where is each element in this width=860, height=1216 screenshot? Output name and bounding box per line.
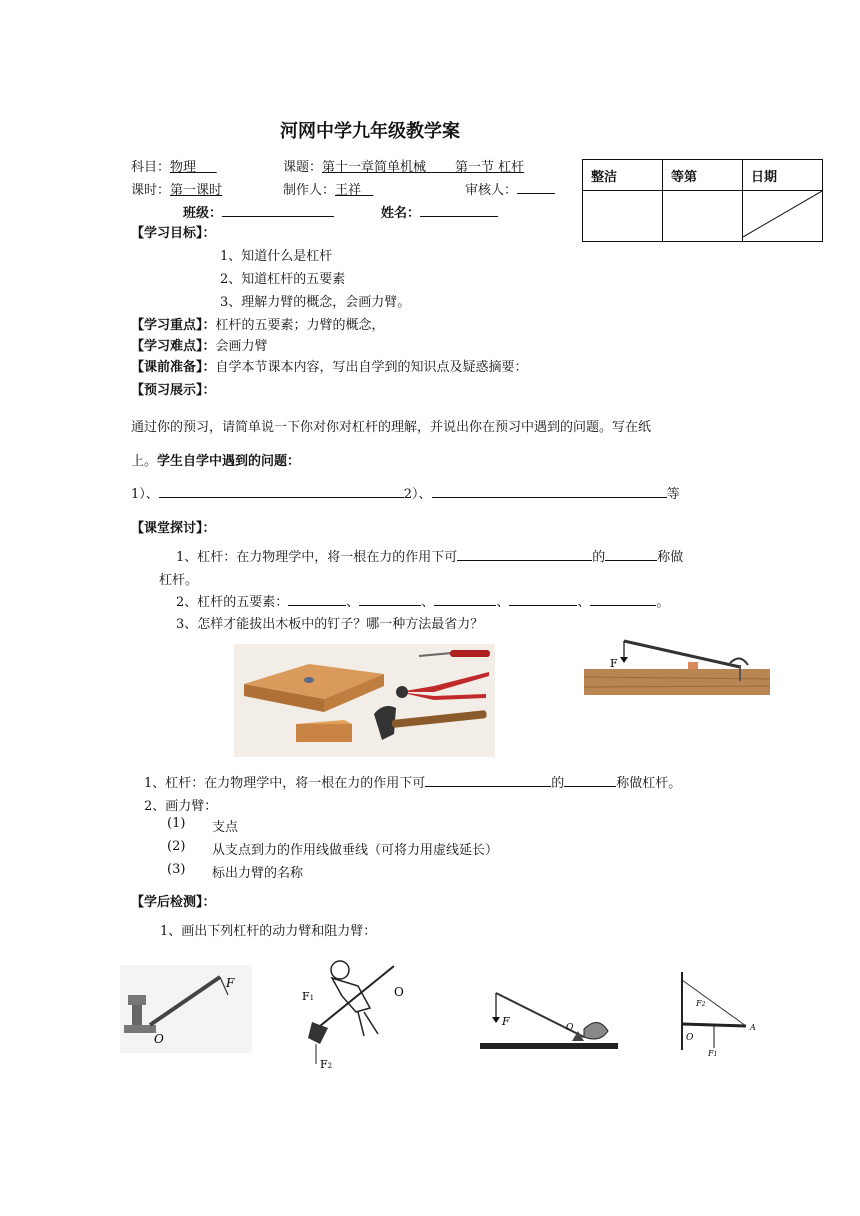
step-text: 从支点到力的作用线做垂线（可将力用虚线延长） [212, 843, 499, 858]
period-row [131, 179, 222, 198]
goal-item: 2、知道杠杆的五要素 [220, 272, 346, 287]
summary-item1 [144, 772, 681, 791]
key-points-heading: 【学习重点】： [131, 318, 216, 333]
page-title: 河网中学九年级教学案 [280, 121, 460, 142]
goal-item: 1、知道什么是杠杆 [220, 249, 333, 264]
step-number: (2) [167, 839, 186, 854]
element-blank[interactable] [288, 593, 346, 606]
element-blank[interactable] [434, 593, 496, 606]
discussion-item3: 3、怎样才能拔出木板中的钉子？哪一种方法最省力？ [176, 617, 484, 632]
subject-label: 科目： [131, 160, 171, 175]
name-label: 姓名： [381, 206, 421, 221]
grade-header-grade: 等第 [663, 160, 743, 191]
discussion-item1-de: 的 [592, 550, 606, 565]
worker-head [331, 961, 349, 979]
cable [682, 980, 746, 1026]
summary-blank-2[interactable] [564, 774, 616, 787]
class-row [183, 202, 334, 221]
fulcrum-block [688, 662, 698, 669]
fulcrum-label: O [154, 1032, 164, 1046]
topic-label: 课题： [283, 160, 323, 175]
period-label: 课时： [131, 183, 171, 198]
preview-questions-row [131, 483, 680, 502]
shovel-figure [298, 956, 408, 1070]
difficulty-row [131, 335, 268, 354]
grade-header-neatness: 整洁 [583, 160, 663, 191]
preview-line1: 通过你的预习，请简单说一下你对你对杠杆的理解，并说出你在预习中遇到的问题。写在纸 [131, 420, 652, 435]
preview-heading: 【预习展示】： [131, 383, 216, 398]
key-points-row [131, 314, 385, 333]
crowbar-figure [120, 965, 252, 1053]
summary-item1-end: 称做杠杆。 [616, 776, 682, 791]
q2-label: 2）、 [403, 487, 432, 502]
discussion-item1 [176, 546, 683, 565]
grade-cell-date[interactable] [743, 191, 823, 242]
grade-table [582, 159, 823, 242]
goals-heading: 【学习目标】： [131, 226, 216, 241]
subject-value: 物理 [170, 160, 197, 175]
grade-cell-grade[interactable] [663, 191, 743, 242]
q1-blank[interactable] [159, 485, 404, 498]
step-number: (3) [167, 862, 186, 877]
horizontal-bar [682, 1024, 746, 1026]
fulcrum-label: O [686, 1033, 694, 1043]
q-end: 等 [666, 487, 680, 502]
step-number: (1) [167, 816, 186, 831]
fulcrum-label: O [566, 1023, 574, 1033]
subject-row [131, 156, 217, 175]
lever-bar [624, 641, 740, 667]
lever-blank-1[interactable] [457, 548, 592, 561]
test-heading: 【学后检测】： [131, 895, 216, 910]
element-blank[interactable] [509, 593, 577, 606]
preparation-row [131, 356, 528, 375]
discussion-item2: 2、杠杆的五要素： 、 、 、 、 。 [176, 595, 670, 610]
preview-line2-prefix: 上。 [131, 454, 158, 469]
class-label: 班级： [183, 206, 223, 221]
discussion-heading: 【课堂探讨】： [131, 521, 216, 536]
author-value: 王祥 [335, 183, 362, 198]
preview-questions-label: 学生自学中遇到的问题： [157, 454, 301, 469]
element-blank[interactable] [590, 593, 656, 606]
topic-row [283, 156, 524, 175]
wood-plank [584, 669, 770, 695]
reviewer-blank[interactable] [517, 181, 555, 194]
name-blank[interactable] [420, 204, 498, 217]
force-label-f2: F2 [696, 999, 706, 1008]
discussion-item1-end: 称做 [657, 550, 684, 565]
force-label-f2: F2 [320, 1058, 333, 1070]
preparation-heading: 【课前准备】： [131, 360, 216, 375]
step-text: 支点 [212, 820, 239, 835]
section-value: 第一节 杠杆 [454, 160, 525, 175]
diagonal-line [743, 191, 822, 237]
tools-illustration [234, 644, 495, 757]
nail-pulling-diagram [580, 637, 772, 699]
point-a-label: A [750, 1023, 756, 1032]
force-label: F [226, 976, 235, 990]
q1-label: 1）、 [131, 487, 159, 502]
author-label: 制作人： [283, 183, 336, 198]
discussion-item1-cont: 杠杆。 [159, 573, 199, 588]
lever-blank-2[interactable] [605, 548, 657, 561]
period-value: 第一课时 [170, 183, 223, 198]
step-text: 标出力臂的名称 [212, 866, 304, 881]
force-label-f1: F1 [302, 990, 315, 1003]
nail-head [304, 677, 314, 683]
force-label: F [610, 657, 618, 670]
author-row [283, 179, 373, 198]
five-elements-label: 2、杠杆的五要素： [176, 595, 289, 610]
stone-lever-figure [480, 985, 618, 1053]
wall-bracket-figure [674, 970, 760, 1058]
class-blank[interactable] [222, 204, 334, 217]
worker-body [332, 978, 370, 1012]
shovel-handle [320, 966, 394, 1026]
preview-line2 [131, 450, 300, 469]
preparation-text: 自学本节课本内容，写出自学到的知识点及疑惑摘要： [215, 360, 528, 375]
summary-item2: 2、画力臂： [144, 799, 218, 814]
rail [128, 995, 146, 1005]
force-label: F [502, 1015, 510, 1028]
force-label-f1: F1 [708, 1049, 718, 1058]
difficulty-heading: 【学习难点】： [131, 339, 216, 354]
grade-header-date: 日期 [743, 160, 823, 191]
goal-item: 3、理解力臂的概念，会画力臂。 [220, 295, 411, 310]
key-points-text: 杠杆的五要素；力臂的概念， [215, 318, 385, 333]
shovel-blade [308, 1022, 328, 1044]
topic-value: 第十一章简单机械 [322, 160, 427, 175]
summary-item1-de: 的 [551, 776, 565, 791]
ground [480, 1043, 618, 1049]
reviewer-label: 审核人： [465, 183, 518, 198]
name-row [381, 202, 498, 221]
pivot-label: O [394, 985, 404, 999]
grade-cell-neatness[interactable] [583, 191, 663, 242]
summary-item1-text: 1、杠杆：在力物理学中，将一根在力的作用下可 [144, 776, 426, 791]
q2-blank[interactable] [432, 485, 667, 498]
reviewer-row [465, 179, 555, 198]
stone [584, 1022, 608, 1039]
test-item1: 1、画出下列杠杆的动力臂和阻力臂： [160, 924, 377, 939]
difficulty-text: 会画力臂 [215, 339, 268, 354]
summary-blank-1[interactable] [425, 774, 551, 787]
discussion-item1-text: 1、杠杆：在力物理学中，将一根在力的作用下可 [176, 550, 458, 565]
element-blank[interactable] [359, 593, 421, 606]
